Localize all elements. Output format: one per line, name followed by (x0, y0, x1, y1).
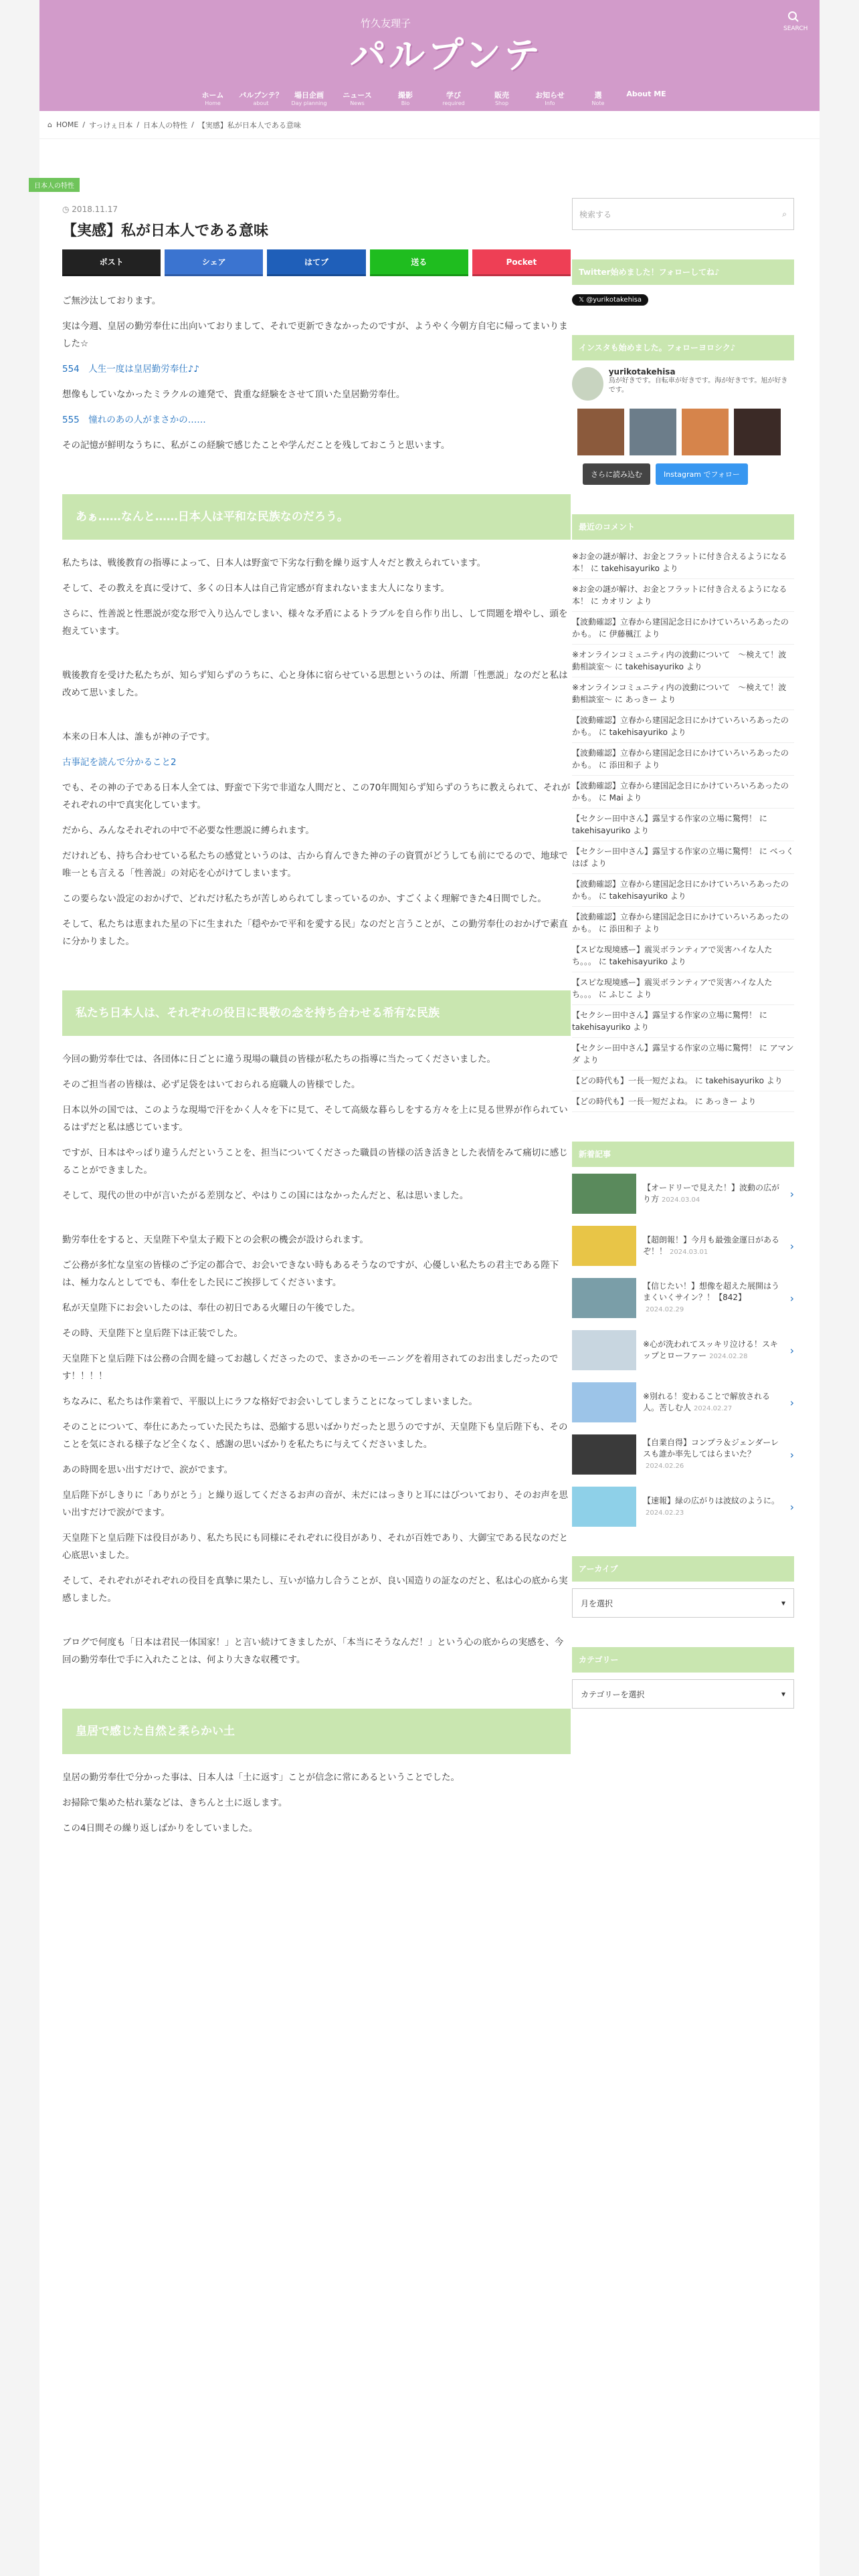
paragraph: その時、天皇陛下と皇后陛下は正装でした。 (62, 1328, 243, 1339)
instagram-photo[interactable] (682, 409, 729, 455)
breadcrumb-subcategory[interactable]: 日本人の特性 (143, 120, 188, 130)
share-line-button[interactable]: 送る (370, 249, 468, 276)
post-title[interactable]: 【オードリーで見えた！】波動の広がり方 (643, 1182, 780, 1204)
post-title[interactable]: 【自業自得】コンプラ＆ジェンダーレスも誰か率先してはらまいた？ (643, 1438, 779, 1459)
home-icon: ⌂ (47, 120, 52, 129)
nav-label: ニュース (343, 91, 372, 100)
paragraph: 皇居の勤労奉仕で分かった事は、日本人は「土に返す」ことが信念に常にあるということでした。 (62, 1772, 460, 1783)
widget-title-comments: 最近のコメント (572, 514, 794, 540)
chevron-right-icon: › (789, 1239, 794, 1253)
post-item[interactable] (572, 1174, 794, 1214)
comment-item[interactable]: 【セクシー田中さん】露呈する作家の立場に驚愕！ に アマンダ より (572, 1038, 794, 1071)
section-heading: あぁ……なんと……日本人は平和な民族なのだろう。 (62, 494, 571, 540)
share-hatena-button[interactable]: はてブ (267, 249, 365, 276)
instagram-photo[interactable] (630, 409, 676, 455)
comment-item[interactable]: ※お金の謎が解け、お金とフラットに付き合えるようになる本！ に takehisayuriko より (572, 546, 794, 579)
new-posts (572, 1174, 794, 1527)
nav-label: 場日企画 (294, 91, 324, 100)
chevron-right-icon: › (789, 1396, 794, 1409)
nav-label: 学び (446, 91, 461, 100)
global-nav (39, 90, 820, 106)
nav-item[interactable] (480, 90, 524, 106)
post-title[interactable]: ※別れる！変わることで解放される人。苦しむ人 (643, 1391, 771, 1412)
paragraph: だけれども、持ち合わせている私たちの感覚というのは、古から育んできた神の子の資質がどうしても前にでるので、地球で唯一とも言える「性善説」の対応を心がけてしまいます。 (62, 851, 568, 879)
post-title[interactable]: 【信じたい！】想像を超えた展開はうまくいくサイン？！【842】 (643, 1281, 780, 1302)
breadcrumb: ⌂ HOME / すっけぇ日本 / 日本人の特性 / 【実感】私が日本人である意味 (39, 111, 820, 139)
post-thumbnail[interactable] (572, 1330, 636, 1370)
paragraph: 天皇陛下と皇后陛下は公務の合間を縫ってお越しくださったので、まさかのモーニングを着用されてのお出ましだったのです！！！！ (62, 1354, 559, 1382)
category-select[interactable]: カテゴリーを選択 ▾ (572, 1679, 794, 1709)
sidebar (572, 198, 794, 1709)
post-date: 2024.02.23 (646, 1509, 684, 1517)
post-date: 2024.03.04 (662, 1196, 700, 1204)
chevron-right-icon: › (789, 1291, 794, 1305)
paragraph: 皇后陛下がしきりに「ありがとう」と繰り返してくださるお声の音が、未だにはっきりと耳にはびついており、そのお声を思い出すだけで涙がでます。 (62, 1490, 568, 1518)
nav-label: 販売 (494, 91, 509, 100)
share-buttons (62, 249, 571, 276)
comment-item[interactable]: 【どの時代も】一長一短だよね。 に takehisayuriko より (572, 1071, 794, 1091)
instagram-photo[interactable] (734, 409, 781, 455)
header-search-button[interactable] (783, 11, 808, 32)
paragraph: 勤労奉仕をすると、天皇陛下や皇太子殿下との会釈の機会が設けられます。 (62, 1235, 369, 1245)
share-x-button[interactable]: ポスト (62, 249, 161, 276)
comment-item[interactable]: 【スピな現境感ー】震災ボランティアで災害ハイな人たち。。。 に takehisayuriko より (572, 940, 794, 972)
related-link[interactable]: 554 人生一度は皇居勤労奉仕♪♪ (62, 364, 199, 374)
paragraph: さらに、性善説と性悪説が変な形で入り込んでしまい、様々な矛盾によるトラブルを自ら作り出し、して問題を増やし、頭を抱えています。 (62, 609, 568, 637)
paragraph: でも、その神の子である日本人全ては、野蛮で下劣で非道な人間だと、この70年間知らず知らずのうちに教えられて、それがそれぞれの中で真実化しています。 (62, 782, 571, 811)
post-item[interactable] (572, 1382, 794, 1422)
post-item[interactable] (572, 1487, 794, 1527)
avatar[interactable] (572, 367, 603, 401)
page-title: 【実感】私が日本人である意味 (62, 223, 269, 239)
post-title[interactable]: 【超朗報！】今月も最強金運日があるぞ！！ (643, 1235, 780, 1256)
paragraph: あの時間を思い出すだけで、涙がでます。 (62, 1465, 233, 1475)
post-item[interactable] (572, 1330, 794, 1370)
comment-item[interactable]: 【セクシー田中さん】露呈する作家の立場に驚愕！ に べっく はぱ より (572, 841, 794, 874)
nav-label: 選 (594, 91, 602, 100)
comment-item[interactable]: 【どの時代も】一長一短だよね。 に あっきー より (572, 1091, 794, 1112)
post-item[interactable] (572, 1278, 794, 1318)
paragraph: そして、その教えを真に受けて、多くの日本人は自己肯定感が育まれないまま大人になります。 (62, 583, 450, 594)
archive-select[interactable]: 月を選択 ▾ (572, 1588, 794, 1618)
nav-item[interactable] (287, 90, 331, 106)
post-date: 2024.02.27 (694, 1404, 733, 1412)
nav-item[interactable] (383, 90, 427, 106)
nav-sublabel: Note (591, 100, 605, 106)
x-icon: 𝕏 (579, 296, 587, 304)
instagram-buttons (572, 463, 794, 485)
search-icon (787, 11, 799, 23)
paragraph: 日本以外の国では、このような現場で汗をかく人々を下に見て、そして高級な暮らしをする方々を上に見る世界が作られているはずだと私は感じています。 (62, 1105, 568, 1133)
widget-title-instagram: インスタも始めました。フォローヨロシク♪ (572, 335, 794, 360)
paragraph: 本来の日本人は、誰もが神の子です。 (62, 732, 215, 742)
post-item[interactable] (572, 1434, 794, 1475)
post-thumbnail[interactable] (572, 1226, 636, 1266)
site-header (39, 0, 820, 111)
paragraph: そして、私たちは恵まれた星の下に生まれた「穏やかで平和を愛する民」なのだと言うことが、この勤労奉仕のおかげで素直に分かりました。 (62, 919, 568, 947)
nav-sublabel: News (350, 100, 365, 106)
instagram-follow-button[interactable]: Instagram でフォロー (656, 463, 748, 485)
nav-sublabel: about (253, 100, 269, 106)
nav-label: パルプンテ？ (239, 91, 283, 100)
paragraph: ですが、日本はやっぱり違うんだということを、担当についてくださった職員の皆様の活き活きとした表情をみて痛切に感じることができました。 (62, 1148, 568, 1176)
comment-item[interactable]: 【セクシー田中さん】露呈する作家の立場に驚愕！ に takehisayuriko より (572, 1005, 794, 1038)
widget-title-category: カテゴリー (572, 1647, 794, 1673)
nav-item[interactable] (335, 90, 379, 106)
paragraph: 私たちは、戦後教育の指導によって、日本人は野蛮で下劣な行動を繰り返す人々だと教えられています。 (62, 558, 486, 568)
instagram-bio: 鳥が好きです。自転車が好きです。海が好きです。旭が好きです。 (608, 377, 788, 394)
instagram-grid (572, 409, 794, 455)
breadcrumb-home[interactable]: HOME (56, 120, 79, 129)
paragraph: そして、現代の世の中が言いたがる差別など、やはりこの国にはなかったんだと、私は思いました。 (62, 1190, 469, 1201)
nav-sublabel: Bio (401, 100, 410, 106)
nav-label: お知らせ (535, 91, 565, 100)
comment-item[interactable]: 【波動確認】立春から建国記念日にかけていろいろあったのかも。 に 添田和子 より (572, 907, 794, 940)
paragraph: お掃除で集めた枯れ葉などは、きちんと土に返します。 (62, 1798, 288, 1808)
paragraph: この4日間その繰り返しばかりをしていました。 (62, 1823, 258, 1834)
nav-item[interactable] (239, 90, 283, 106)
section-heading: 皇居で感じた自然と柔らかい土 (62, 1709, 571, 1754)
chevron-down-icon: ▾ (781, 1689, 785, 1699)
post-date: 2024.03.01 (670, 1248, 708, 1256)
nav-sublabel: Info (545, 100, 555, 106)
nav-label: About ME (626, 90, 666, 98)
logo-subtitle: 竹久友理子 (361, 17, 411, 29)
post-date: 2024.02.28 (709, 1352, 748, 1360)
nav-item[interactable] (191, 90, 235, 106)
nav-sublabel: Shop (494, 100, 509, 106)
comment-item[interactable]: ※オンラインコミュニティ内の波動について 〜検えて！波動相談室〜 に takehisayuriko より (572, 645, 794, 677)
instagram-username[interactable]: yurikotakehisa (608, 367, 676, 377)
paragraph: 実は今週、皇居の勤労奉仕に出向いておりまして、それで更新できなかったのですが、ようやく今朝方自宅に帰ってまいりました☆ (62, 321, 568, 349)
paragraph: そのことについて、奉仕にあたっていた民たちは、恐縮する思いばかりだったと思うのですが、天皇陛下も皇后陛下も、そのことを気にされる様子など全くなく、感謝の思いばかりを私たちに与えてくださいました。 (62, 1422, 568, 1450)
chevron-right-icon: › (789, 1344, 794, 1357)
category-badge[interactable]: 日本人の特性 (29, 178, 80, 192)
post-item[interactable] (572, 1226, 794, 1266)
paragraph: この要らない設定のおかげで、どれだけ私たちが苦しめられてしまっているのか、すごくよく理解できた4日間でした。 (62, 893, 547, 904)
paragraph: そのご担当者の皆様は、必ず足袋をはいておられる庭職人の皆様でした。 (62, 1079, 361, 1090)
post-title[interactable]: 【速報】緑の広がりは波紋のように。 (643, 1495, 780, 1505)
search-label: SEARCH (783, 25, 808, 32)
comment-item[interactable]: 【セクシー田中さん】露呈する作家の立場に驚愕！ に takehisayuriko より (572, 809, 794, 841)
comment-item[interactable]: ※オンラインコミュニティ内の波動について 〜検えて！波動相談室〜 に あっきー より (572, 677, 794, 710)
twitter-follow-button[interactable]: 𝕏 @yurikotakehisa (572, 294, 648, 306)
nav-label: ホーム (201, 91, 224, 100)
breadcrumb-category[interactable]: すっけぇ日本 (89, 120, 133, 130)
comment-item[interactable]: 【スピな現境感ー】震災ボランティアで災害ハイな人たち。。。 に ふじこ より (572, 972, 794, 1005)
post-title[interactable]: ※心が洗われてスッキリ泣ける！スキップとローファー (643, 1339, 778, 1360)
widget-title-archive: アーカイブ (572, 1556, 794, 1582)
paragraph: ブログで何度も「日本は君民一体国家！」と言い続けてきましたが、「本当にそうなんだ！」という心の底からの実感を、今回の勤労奉仕で手に入れたことは、何より大きな収穫です。 (62, 1637, 564, 1665)
paragraph: ご公務が多忙な皇室の皆様のご予定の都合で、お会いできない時もあるそうなのですが、心優しい私たちの君主である陛下は、極力なんとしてでも、奉仕をした民にご挨拶してくださいます。 (62, 1260, 559, 1288)
nav-sublabel: Day planning (291, 100, 327, 106)
sidebar-search-input[interactable] (572, 198, 794, 230)
nav-item[interactable] (624, 90, 668, 106)
instagram-profile (572, 367, 794, 401)
comment-item[interactable]: 【波動確認】立春から建国記念日にかけていろいろあったのかも。 に takehisayuriko より (572, 874, 794, 907)
related-link[interactable]: 古事記を読んで分かること2 (62, 757, 177, 768)
paragraph: ご無沙汰しております。 (62, 296, 161, 306)
recent-comments (572, 546, 794, 1112)
paragraph: 天皇陛下と皇后陛下は役目があり、私たち民にも同様にそれぞれに役目があり、それが百姓であり、大御宝である民なのだと心底思いました。 (62, 1533, 568, 1561)
site-logo[interactable]: パルプンテ (350, 33, 543, 76)
nav-sublabel: Home (205, 100, 221, 106)
share-pocket-button[interactable]: Pocket (472, 249, 571, 276)
comment-item[interactable]: 【波動確認】立春から建国記念日にかけていろいろあったのかも。 に Mai より (572, 776, 794, 809)
paragraph: そして、それぞれがそれぞれの役目を真摯に果たし、互いが協力し合うことが、良い国造りの証なのだと、私は心の底から実感しました。 (62, 1576, 568, 1604)
nav-item[interactable] (528, 90, 572, 106)
chevron-down-icon: ▾ (781, 1598, 785, 1608)
nav-label: 撮影 (398, 91, 413, 100)
paragraph: その記憶が鮮明なうちに、私がこの経験で感じたことや学んだことを残しておこうと思います。 (62, 440, 450, 451)
related-link[interactable]: 555 憧れのあの人がまさかの…… (62, 415, 206, 425)
article-body (62, 292, 571, 1837)
comment-item[interactable]: 【波動確認】立春から建国記念日にかけていろいろあったのかも。 に takehisayuriko より (572, 710, 794, 743)
post-thumbnail[interactable] (572, 1174, 636, 1214)
paragraph: だから、みんなそれぞれの中で不必要な性悪説に縛られます。 (62, 825, 314, 836)
chevron-right-icon: › (789, 1500, 794, 1513)
article (34, 181, 571, 1845)
comment-item[interactable]: 【波動確認】立春から建国記念日にかけていろいろあったのかも。 に 添田和子 より (572, 743, 794, 776)
paragraph: 今回の勤労奉仕では、各団体に日ごとに違う現場の職員の皆様が私たちの指導に当たってくださいました。 (62, 1054, 496, 1065)
nav-sublabel: required (442, 100, 465, 106)
instagram-photo[interactable] (577, 409, 624, 455)
post-date: 2024.02.29 (646, 1306, 684, 1313)
breadcrumb-current: 【実感】私が日本人である意味 (197, 120, 301, 130)
paragraph: 私が天皇陛下にお会いしたのは、奉仕の初日である火曜日の午後でした。 (62, 1303, 361, 1313)
load-more-button[interactable]: さらに読み込む (583, 463, 650, 485)
share-facebook-button[interactable]: シェア (165, 249, 263, 276)
nav-item[interactable] (432, 90, 476, 106)
paragraph: 想像もしていなかったミラクルの連発で、貴重な経験をさせて頂いた皇居勤労奉仕。 (62, 389, 405, 400)
search-placeholder: 検索する (579, 209, 612, 219)
chevron-right-icon: › (789, 1187, 794, 1200)
page (34, 0, 820, 2576)
post-thumbnail[interactable] (572, 1278, 636, 1318)
post-thumbnail[interactable] (572, 1487, 636, 1527)
widget-title-new-posts: 新着記事 (572, 1142, 794, 1167)
comment-item[interactable]: ※お金の謎が解け、お金とフラットに付き合えるようになる本！ に カオリン より (572, 579, 794, 612)
comment-item[interactable]: 【波動確認】立春から建国記念日にかけていろいろあったのかも。 に 伊藤楓江 より (572, 612, 794, 645)
post-date: 2024.02.26 (646, 1463, 684, 1470)
search-icon[interactable]: ⌕ (782, 209, 787, 219)
widget-title-twitter: Twitter始めました！フォローしてね♪ (572, 259, 794, 285)
clock-icon: ◷ (62, 205, 72, 214)
paragraph: ちなみに、私たちは作業着で、平服以上にラフな格好でお会いしてしまうことになってしまいました。 (62, 1396, 478, 1407)
post-date-value: 2018.11.17 (72, 205, 118, 214)
nav-item[interactable] (576, 90, 620, 106)
post-thumbnail[interactable] (572, 1434, 636, 1475)
chevron-right-icon: › (789, 1448, 794, 1461)
post-thumbnail[interactable] (572, 1382, 636, 1422)
section-heading: 私たち日本人は、それぞれの役目に畏敬の念を持ち合わせる希有な民族 (62, 990, 571, 1036)
paragraph: 戦後教育を受けた私たちが、知らず知らずのうちに、心と身体に宿らせている思想というのは、所謂「性悪説」なのだと私は改めて思いました。 (62, 670, 568, 698)
post-date (62, 205, 571, 214)
